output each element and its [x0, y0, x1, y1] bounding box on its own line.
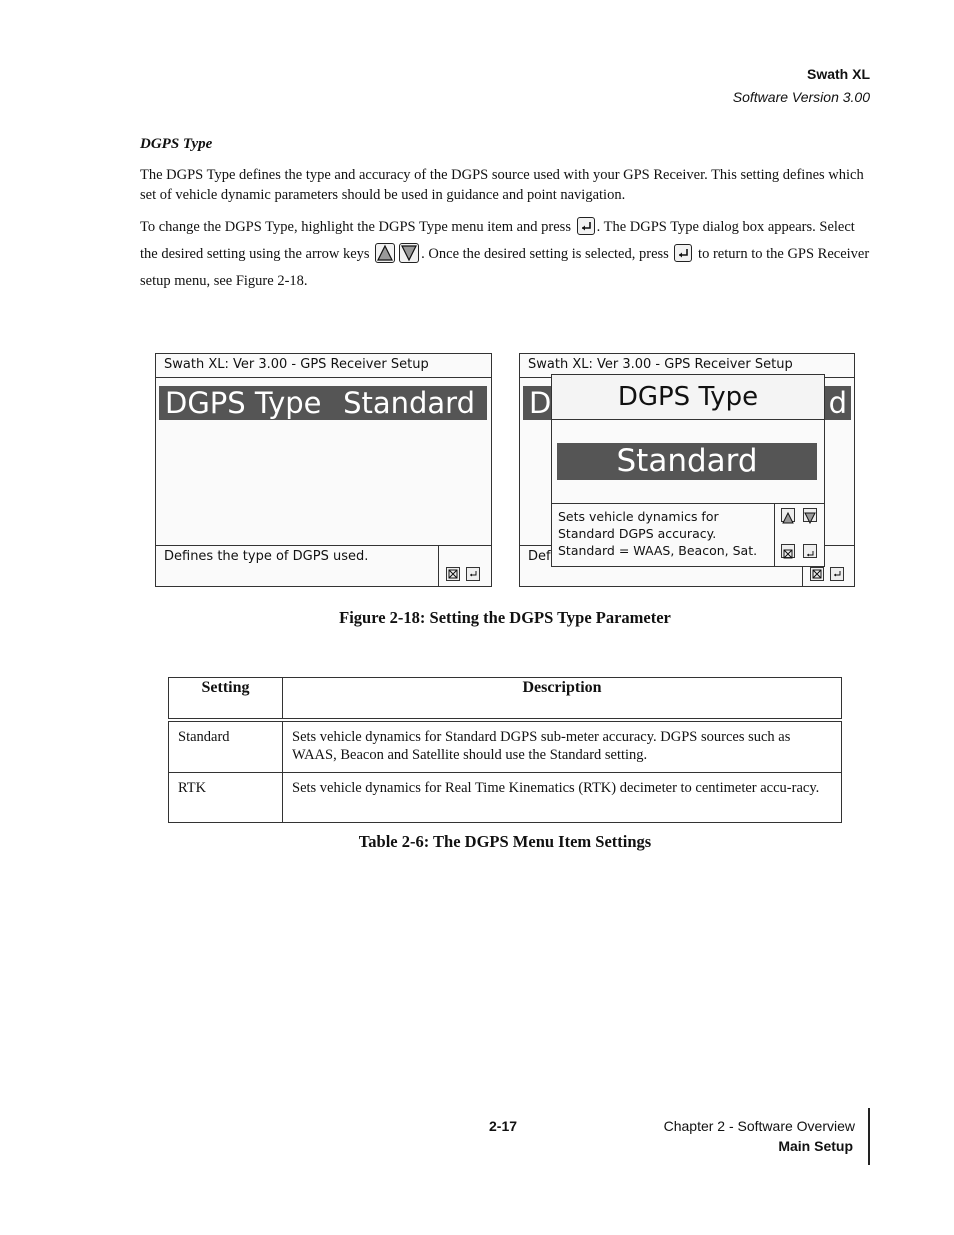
menu-item-dgps-type[interactable]: [159, 386, 487, 420]
cancel-icon[interactable]: [446, 567, 460, 581]
page-number: 2-17: [489, 1118, 518, 1134]
dialog-help-line-2: Standard DGPS accuracy.: [558, 526, 717, 541]
section-title: DGPS Type: [140, 136, 213, 152]
figure-caption: Figure 2-18: Setting the DGPS Type Parameter: [339, 608, 671, 627]
running-header-version: Software Version 3.00: [732, 89, 870, 105]
enter-key-icon[interactable]: [466, 567, 480, 581]
screen-dgps-type-dialog: [519, 353, 855, 587]
dialog-selected-value[interactable]: Standard: [557, 443, 817, 480]
up-arrow-key-icon: [375, 243, 395, 263]
table-cell-description: Sets vehicle dynamics for Standard DGPS sub-meter accuracy. DGPS sources such as WAAS, Beacon and Satellite should use the Standard setting.: [283, 720, 842, 773]
menu-item-last-char: d: [828, 386, 847, 420]
column-header-setting: Setting: [169, 678, 283, 721]
footer-chapter: Chapter 2 - Software Overview: [663, 1118, 855, 1134]
enter-key-icon: [674, 244, 692, 262]
help-divider: [438, 546, 439, 586]
screen-help-bar: [156, 545, 491, 586]
table-cell-description: Sets vehicle dynamics for Real Time Kinematics (RTK) decimeter to centimeter accu-racy.: [283, 773, 842, 823]
instructions-part-1: To change the DGPS Type, highlight the DGPS Type menu item and press: [140, 219, 571, 235]
menu-item-value: Standard: [343, 386, 475, 420]
table-cell-setting: Standard: [169, 720, 283, 773]
table-row: [169, 773, 842, 823]
paragraph-instructions: [140, 214, 870, 295]
instructions-part-3: . Once the desired setting is selected, press: [421, 246, 669, 262]
table-header-row: [169, 678, 842, 721]
column-header-description: Description: [283, 678, 842, 721]
table-row: [169, 720, 842, 773]
instructions-part-2: . The DGPS Type dialog box appears. Select the desired setting using the arrow keys: [140, 219, 855, 262]
help-text-partial: Def: [528, 549, 551, 564]
down-arrow-key-icon: [399, 243, 419, 263]
enter-key-icon: [577, 217, 595, 235]
screen-gps-receiver-setup: [155, 353, 492, 587]
table-cell-setting: RTK: [169, 773, 283, 823]
dialog-help-line-1: Sets vehicle dynamics for: [558, 509, 719, 524]
instructions-part-4: to return to the GPS Receiver setup menu, see Figure 2-18.: [140, 246, 870, 289]
screen-title-bar: Swath XL: Ver 3.00 - GPS Receiver Setup: [156, 354, 491, 378]
table-caption: Table 2-6: The DGPS Menu Item Settings: [358, 832, 652, 851]
dialog-help-line-3: Standard = WAAS, Beacon, Sat.: [558, 543, 758, 558]
enter-key-icon[interactable]: [830, 567, 844, 581]
cancel-icon[interactable]: [781, 544, 795, 558]
menu-item-first-char: D: [529, 386, 552, 420]
running-header-product: Swath XL: [806, 66, 870, 82]
dialog-help-divider: [774, 504, 775, 566]
settings-table: [168, 677, 842, 823]
dialog-title: DGPS Type: [552, 375, 824, 420]
cancel-icon[interactable]: [810, 567, 824, 581]
menu-item-label: DGPS Type: [165, 386, 322, 420]
help-text: Defines the type of DGPS used.: [164, 549, 369, 564]
footer-divider: [868, 1108, 870, 1165]
dgps-type-dialog: [551, 374, 825, 567]
down-arrow-icon[interactable]: [803, 508, 817, 522]
footer-section: Main Setup: [778, 1138, 853, 1154]
paragraph-intro: The DGPS Type defines the type and accuracy of the DGPS source used with your GPS Receiver. This setting defines which set of vehicle dynamic parameters should be used in guidance and point navigation.: [140, 167, 864, 203]
dialog-help-area: [552, 503, 824, 566]
screen-title-bar: Swath XL: Ver 3.00 - GPS Receiver Setup: [520, 354, 854, 378]
enter-key-icon[interactable]: [803, 544, 817, 558]
up-arrow-icon[interactable]: [781, 508, 795, 522]
